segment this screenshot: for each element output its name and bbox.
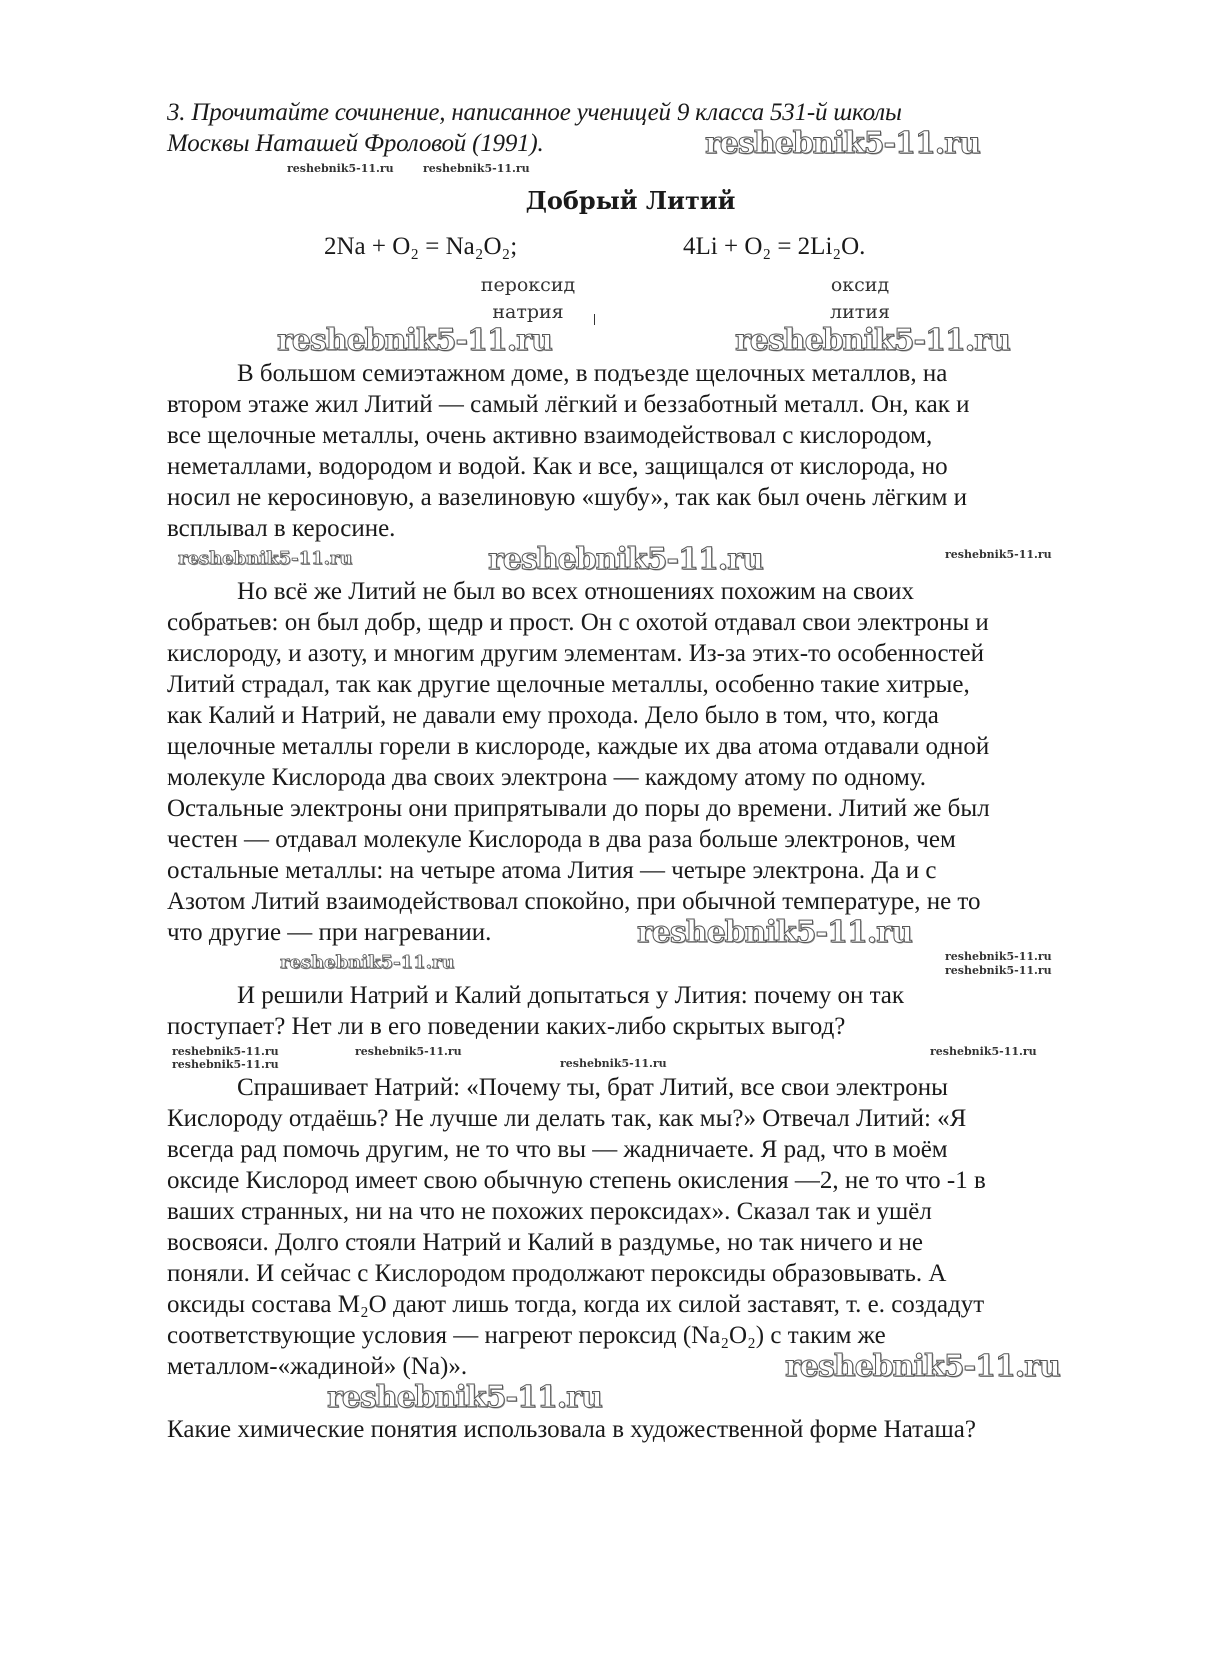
paragraph-line: щелочные металлы горели в кислороде, каждые их два атома отдавали одной [167, 733, 990, 760]
paragraph-4 [167, 1072, 986, 1382]
paragraph-line: оксиды состава M₂O дают лишь тогда, когда их силой заставят, т. е. создадут [167, 1291, 985, 1318]
watermark: reshebnik5-11.ru [488, 542, 763, 577]
paragraph-line: ваших странных, ни на что не похожих пероксидах». Сказал так и ушёл [167, 1198, 932, 1225]
paragraph-line: Азотом Литий взаимодействовал спокойно, при обычной температуре, не то [167, 888, 981, 915]
caption-line: лития [830, 301, 890, 323]
question: Какие химические понятия использовала в художественной форме Наташа? [167, 1416, 976, 1443]
paragraph-line: втором этаже жил Литий — самый лёгкий и беззаботный металл. Он, как и [167, 391, 970, 418]
watermark: reshebnik5-11.ru [945, 950, 1052, 963]
paragraph-line: неметаллами, водородом и водой. Как и все, защищался от кислорода, но [167, 453, 948, 480]
paragraph-3 [167, 980, 904, 1042]
paragraph-2 [167, 576, 990, 948]
paragraph-line: как Калий и Натрий, не давали ему прохода. Дело было в том, что, когда [167, 702, 939, 729]
watermark: reshebnik5-11.ru [785, 1349, 1060, 1384]
paragraph-line: соответствующие условия — нагреют пероксид (Na₂O₂) с таким же [167, 1322, 886, 1349]
paragraph-line: собратьев: он был добр, щедр и прост. Он с охотой отдавал свои электроны и [167, 609, 989, 636]
paragraph-line: Но всё же Литий не был во всех отношениях похожим на своих [237, 578, 914, 605]
paragraph-line: кислороду, и азоту, и многим другим элементам. Из-за этих-то особенностей [167, 640, 984, 667]
watermark: reshebnik5-11.ru [172, 1045, 279, 1058]
paragraph-line: носил не керосиновую, а вазелиновую «шубу», так как был очень лёгким и [167, 484, 968, 511]
caption-line: пероксид [480, 274, 576, 296]
paragraph-line: что другие — при нагревании. [167, 919, 492, 946]
caption-sodium-peroxide [458, 272, 598, 326]
paragraph-line: металлом-«жадиной» (Na)». [167, 1353, 468, 1380]
task-line: Москвы Наташей Фроловой (1991). [167, 130, 544, 157]
paragraph-line: поняли. И сейчас с Кислородом продолжают пероксиды образовывать. А [167, 1260, 947, 1287]
watermark: reshebnik5-11.ru [930, 1045, 1037, 1058]
watermark: reshebnik5-11.ru [178, 548, 353, 569]
watermark: reshebnik5-11.ru [560, 1057, 667, 1070]
watermark: reshebnik5-11.ru [735, 323, 1010, 358]
watermark: reshebnik5-11.ru [945, 548, 1052, 561]
paragraph-line: И решили Натрий и Калий допытаться у Лития: почему он так [237, 982, 905, 1009]
paragraph-line: восвояси. Долго стояли Натрий и Калий в раздумье, но так ничего и не [167, 1229, 923, 1256]
watermark: reshebnik5-11.ru [327, 1380, 602, 1415]
paragraph-line: Спрашивает Натрий: «Почему ты, брат Литий, все свои электроны [237, 1074, 948, 1101]
paragraph-line: честен — отдавал молекуле Кислорода в два раза больше электронов, чем [167, 826, 956, 853]
essay-title: Добрый Литий [525, 186, 736, 215]
caption-lithium-oxide [790, 272, 930, 326]
watermark: reshebnik5-11.ru [277, 323, 552, 358]
stray-mark [594, 314, 595, 325]
paragraph-1 [167, 358, 970, 544]
paragraph-line: все щелочные металлы, очень активно взаимодействовал с кислородом, [167, 422, 933, 449]
paragraph-line: Литий страдал, так как другие щелочные металлы, особенно такие хитрые, [167, 671, 970, 698]
watermark: reshebnik5-11.ru [705, 126, 980, 161]
watermark: reshebnik5-11.ru [355, 1045, 462, 1058]
paragraph-line: В большом семиэтажном доме, в подъезде щелочных металлов, на [237, 360, 948, 387]
paragraph-line: Кислороду отдаёшь? Не лучше ли делать так, как мы?» Отвечал Литий: «Я [167, 1105, 967, 1132]
paragraph-line: всегда рад помочь другим, не то что вы — жадничаете. Я рад, что в моём [167, 1136, 948, 1163]
watermark: reshebnik5-11.ru [280, 952, 455, 973]
paragraph-line: оксиде Кислород имеет свою обычную степень окисления —2, не то что -1 в [167, 1167, 986, 1194]
caption-line: натрия [492, 301, 564, 323]
task-line: 3. Прочитайте сочинение, написанное ученицей 9 класса 531-й школы [167, 99, 902, 126]
watermark: reshebnik5-11.ru [423, 162, 530, 175]
watermark: reshebnik5-11.ru [172, 1058, 279, 1071]
paragraph-line: всплывал в керосине. [167, 515, 396, 542]
watermark: reshebnik5-11.ru [945, 964, 1052, 977]
caption-line: оксид [830, 274, 890, 296]
watermark: reshebnik5-11.ru [637, 915, 912, 950]
paragraph-line: остальные металлы: на четыре атома Лития — четыре электрона. Да и с [167, 857, 937, 884]
watermark: reshebnik5-11.ru [287, 162, 394, 175]
equation-lithium: 4Li + O₂ = 2Li₂O. [683, 233, 866, 260]
paragraph-line: поступает? Нет ли в его поведении каких-либо скрытых выгод? [167, 1013, 846, 1040]
paragraph-line: Остальные электроны они припрятывали до поры до времени. Литий же был [167, 795, 990, 822]
equation-sodium: 2Na + O₂ = Na₂O₂; [324, 233, 518, 260]
paragraph-line: молекуле Кислорода два своих электрона — каждому атому по одному. [167, 764, 927, 791]
